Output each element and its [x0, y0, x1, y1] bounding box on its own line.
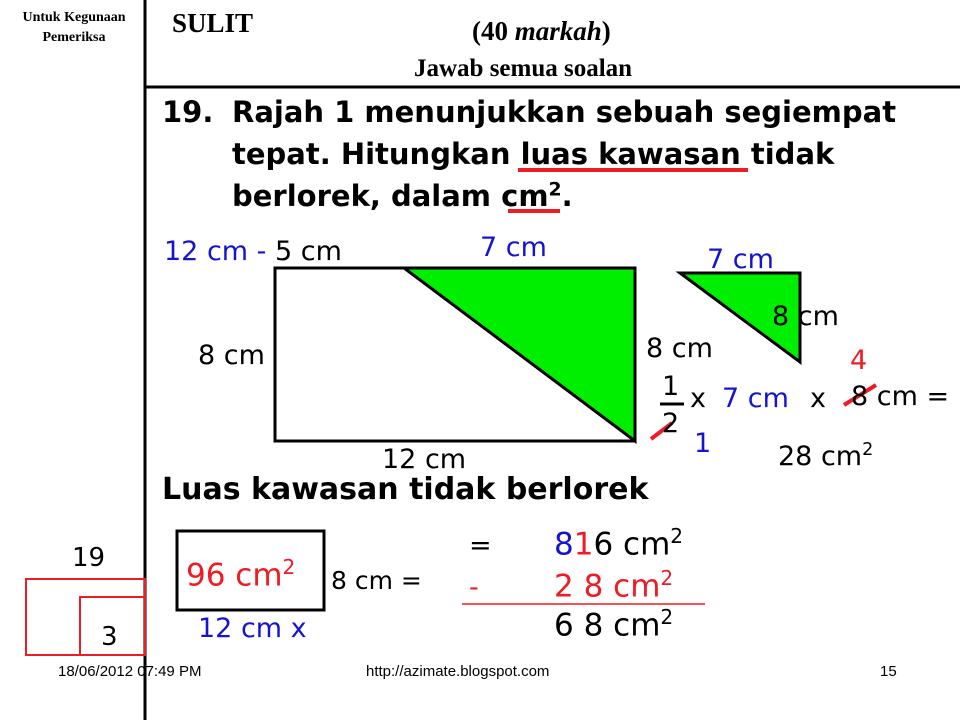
dim-top-left	[164, 236, 342, 267]
marks-total	[472, 16, 611, 47]
question-number: 19.	[162, 95, 214, 129]
shaded-triangle	[404, 268, 635, 441]
question-line-1: Rajah 1 menunjukkan sebuah segiempat	[232, 95, 897, 129]
row3-value: 6 8 cm	[554, 607, 661, 644]
section-title: Luas kawasan tidak berlorek	[162, 472, 649, 507]
footer-datetime: 18/06/2012 07:49 PM	[58, 663, 202, 680]
fraction-denominator: 2	[662, 408, 680, 439]
dim-right: 8 cm	[646, 333, 713, 364]
row1-sup: 2	[670, 524, 684, 548]
times-sign-1: x	[690, 383, 706, 414]
row2-sup: 2	[660, 566, 674, 590]
margin-question-number: 19	[72, 543, 106, 573]
dim-top-right: 7 cm	[480, 232, 547, 263]
times-sign-2: x	[810, 383, 826, 414]
subtraction-row-1	[554, 524, 683, 562]
equals-sign: =	[469, 530, 492, 561]
triangle-base-label: 7 cm	[707, 244, 774, 275]
question-line-3c: .	[561, 179, 573, 213]
margin-marks: 3	[101, 622, 118, 652]
rect-area-times: 8 cm =	[331, 566, 422, 595]
marks-word: markah	[514, 16, 602, 46]
subtraction-row-3	[554, 605, 673, 643]
question-line-2	[232, 137, 834, 171]
row1-rest: 6 cm	[593, 526, 671, 563]
question-line-3	[232, 179, 573, 213]
fraction-numerator: 1	[662, 371, 680, 402]
dim-bottom: 12 cm	[382, 444, 467, 475]
examiner-label	[4, 8, 144, 48]
triangle-area-sup: 2	[862, 440, 874, 460]
calc-base: 7 cm	[722, 383, 789, 414]
dim-left: 8 cm	[198, 340, 265, 371]
row1-digit-blue: 8	[554, 526, 574, 563]
subtraction-row-2	[554, 566, 673, 604]
marks-suffix: )	[601, 16, 611, 46]
examiner-label-line1: Untuk Kegunaan	[22, 10, 126, 25]
cancel-bottom: 1	[694, 428, 712, 459]
question-line-3a: berlorek, dalam	[232, 179, 502, 213]
rect-area-sup: 2	[282, 555, 296, 579]
rect-area-value	[186, 555, 295, 593]
minus-sign: -	[469, 572, 479, 603]
rect-area-below: 12 cm x	[198, 613, 307, 644]
question-line-2c: tidak	[740, 137, 835, 171]
question-line-3b: cm	[501, 179, 549, 213]
sulit-label: SULIT	[172, 8, 254, 38]
cancel-top: 4	[850, 345, 868, 376]
triangle-area-value: 28 cm	[778, 441, 863, 472]
triangle-area-result	[778, 440, 873, 472]
rect-area-number: 96 cm	[186, 557, 283, 594]
marks-prefix: (40	[472, 16, 515, 46]
footer-url[interactable]: http://azimate.blogspot.com	[366, 663, 550, 680]
question-line-2a: tepat. Hitungkan	[232, 137, 521, 171]
examiner-label-line2: Pemeriksa	[42, 30, 106, 45]
footer-page-number: 15	[880, 663, 897, 680]
triangle-height-label: 8 cm	[772, 301, 839, 332]
dim-top-left-black: 5 cm	[275, 236, 342, 267]
dim-top-left-blue: 12 cm -	[164, 236, 267, 267]
row1-digit-red: 1	[573, 526, 594, 563]
question-line-3-sup: 2	[548, 179, 562, 201]
row3-sup: 2	[660, 605, 674, 629]
row2-value: 2 8 cm	[554, 568, 661, 605]
instruction: Jawab semua soalan	[414, 55, 633, 82]
calc-height: 8 cm =	[851, 381, 950, 412]
margin-box-outer	[26, 579, 145, 655]
question-line-2b: luas kawasan	[520, 137, 741, 171]
